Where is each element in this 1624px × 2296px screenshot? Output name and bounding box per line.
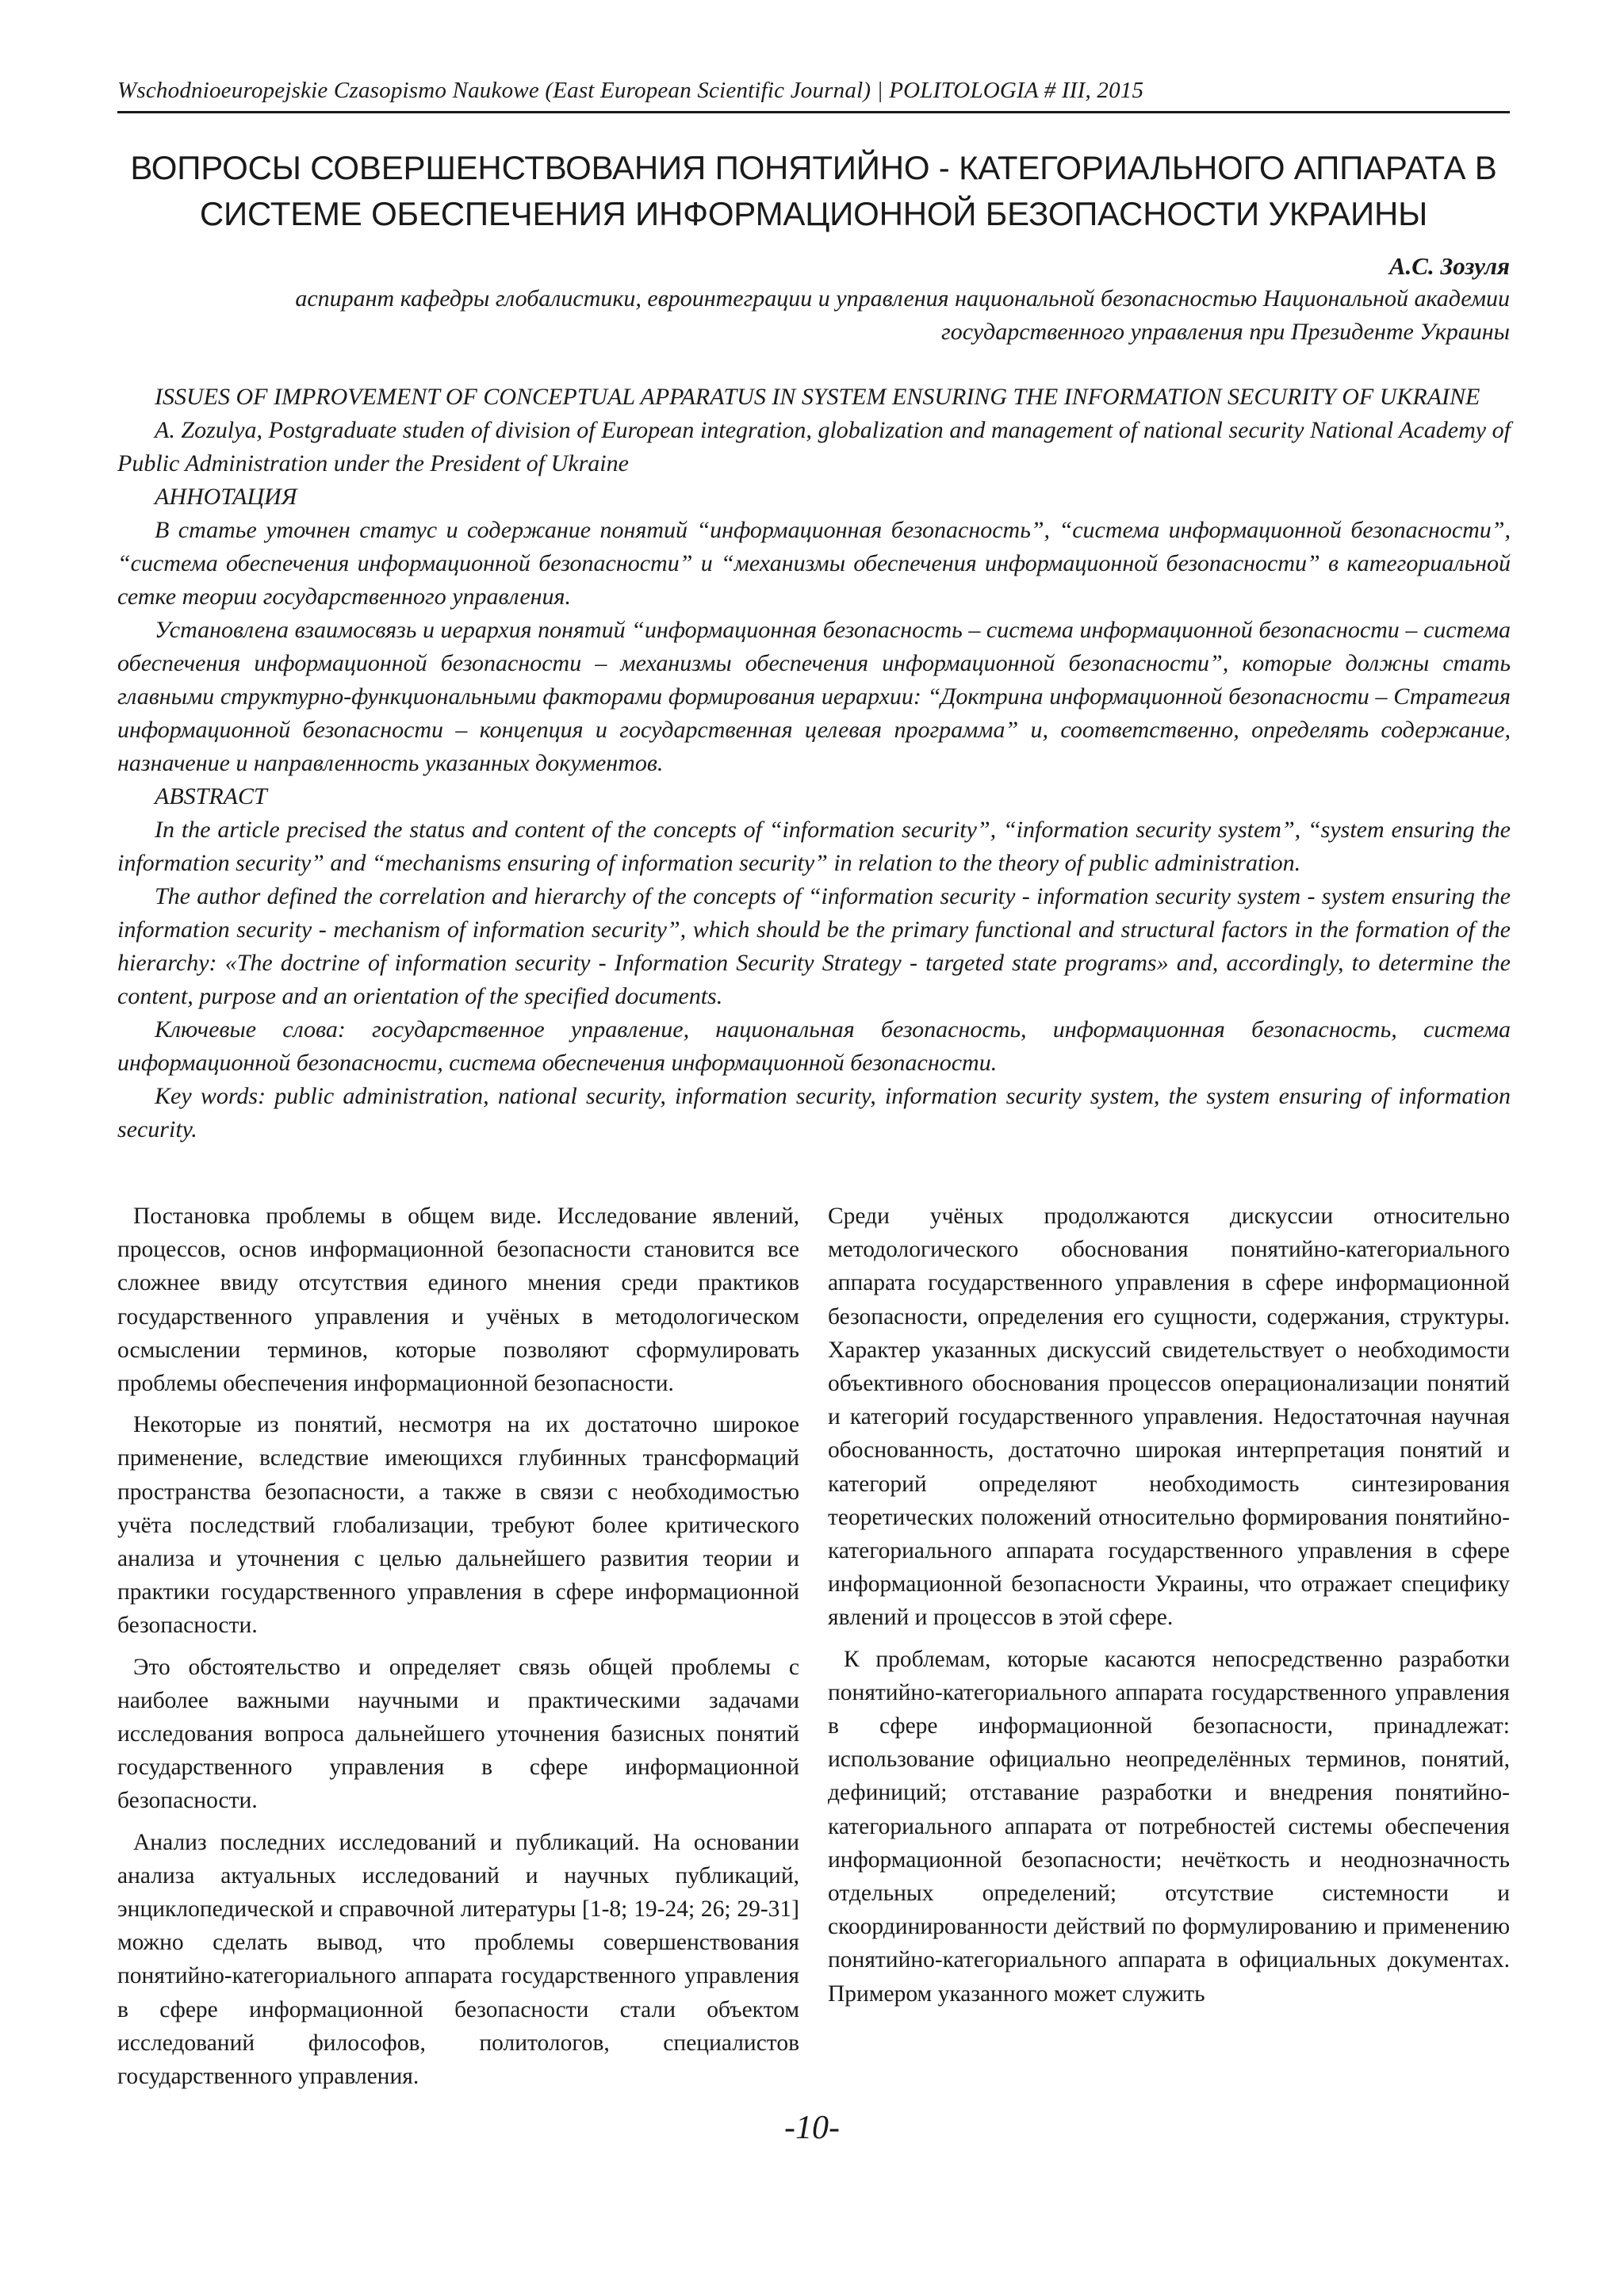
body-column-left bbox=[117, 1200, 799, 2101]
affiliation-line: государственного управления при Президенте Украины bbox=[941, 319, 1510, 345]
body-paragraph: Это обстоятельство и определяет связь общей проблемы с наиболее важными научными и практическими задачами исследования вопроса дальнейшего уточнения базисных понятий государственного управления в сфере информационной безопасности. bbox=[117, 1654, 799, 1814]
article-title-line: СИСТЕМЕ ОБЕСПЕЧЕНИЯ ИНФОРМАЦИОННОЙ БЕЗОПАСНОСТИ УКРАИНЫ bbox=[199, 195, 1428, 232]
keywords-ru: Ключевые слова: государственное управление, национальная безопасность, информационная безопасность, система информационной безопасности, система обеспечения информационной безопасности. bbox=[117, 1016, 1511, 1076]
affiliation-line: аспирант кафедры глобалистики, евроинтеграции и управления национальной безопасностью Национальной академии bbox=[295, 285, 1510, 312]
keywords-en: Key words: public administration, national security, information security, information security system, the system ensuring of information security. bbox=[117, 1083, 1511, 1142]
abstract-paragraph: The author defined the correlation and hierarchy of the concepts of “information security - information security system - system ensuring the information security - mechanism of information security”, which should be the primary functional and structural factors in the formation of the hierarchy: «The doctrine of information security - Information Security Strategy - targeted state programs» and, accordingly, to determine the content, purpose and an orientation of the specified documents. bbox=[117, 883, 1511, 1009]
body-paragraph: Постановка проблемы в общем виде. Исследование явлений, процессов, основ информационной безопасности становится все сложнее ввиду отсутствия единого мнения среди практиков государственного управления и учёных в методологическом осмыслении терминов, которые позволяют сформулировать проблемы обеспечения информационной безопасности. bbox=[117, 1203, 799, 1397]
article-title-line: ВОПРОСЫ СОВЕРШЕНСТВОВАНИЯ ПОНЯТИЙНО - КАТЕГОРИАЛЬНОГО АППАРАТА В bbox=[130, 149, 1497, 186]
page-number: -10- bbox=[784, 2110, 840, 2146]
english-author: A. Zozulya, Postgraduate studen of division of European integration, globalization and management of national security National Academy of Public Administration under the President of Ukraine bbox=[117, 417, 1511, 476]
author-name: А.С. Зозуля bbox=[1388, 252, 1510, 280]
annotation-heading: АННОТАЦИЯ bbox=[155, 484, 297, 510]
annotation-paragraph: Установлена взаимосвязь и иерархия понятий “информационная безопасность – система информационной безопасности – система обеспечения информационной безопасности – механизмы обеспечения информационной безопасности”, которые должны стать главными структурно-функциональными факторами формирования иерархии: “Доктрина информационной безопасности – Стратегия информационной безопасности – концепция и государственная целевая программа” и, соответственно, определять содержание, назначение и направленность указанных документов. bbox=[117, 617, 1511, 776]
body-paragraph: К проблемам, которые касаются непосредственно разработки понятийно-категориального аппарата государственного управления в сфере информационной безопасности, принадлежат: использование официально неопределённых терминов, понятий, дефиниций; отставание разработки и внедрения понятийно-категориального аппарата от потребностей системы обеспечения информационной безопасности; нечёткость и неоднозначность отдельных определений; отсутствие системности и скоординированности действий по формулированию и применению понятийно-категориального аппарата в официальных документах. Примером указанного может служить bbox=[828, 1646, 1510, 2007]
body-paragraph: Некоторые из понятий, несмотря на их достаточно широкое применение, вследствие имеющихся глубинных трансформаций пространства безопасности, а также в связи с необходимостью учёта последствий глобализации, требуют более критического анализа и уточнения с целью дальнейшего развития теории и практики государственного управления в сфере информационной безопасности. bbox=[117, 1412, 799, 1639]
annotation-paragraph: В статье уточнен статус и содержание понятий “информационная безопасность”, “система информационной безопасности”, “система обеспечения информационной безопасности” и “механизмы обеспечения информационной безопасности” в категориальной сетке теории государственного управления. bbox=[117, 517, 1511, 610]
abstract-paragraph: In the article precised the status and content of the concepts of “information security”, “information security system”, “system ensuring the information security” and “mechanisms ensuring of information security” in relation to the theory of public administration. bbox=[117, 817, 1511, 876]
english-title: ISSUES OF IMPROVEMENT OF CONCEPTUAL APPARATUS IN SYSTEM ENSURING THE INFORMATION SECURITY OF UKRAINE bbox=[155, 384, 1480, 410]
body-paragraph: Анализ последних исследований и публикаций. На основании анализа актуальных исследований и научных публикаций, энциклопедической и справочной литературы [1-8; 19-24; 26; 29-31] можно сделать вывод, что проблемы совершенствования понятийно-категориального аппарата государственного управления в сфере информационной безопасности стали объектом исследований философов, политологов, специалистов государственного управления. bbox=[117, 1829, 799, 2090]
author-affiliation bbox=[117, 282, 1510, 349]
abstract-block bbox=[117, 381, 1511, 1146]
body-column-right bbox=[828, 1200, 1510, 2019]
journal-running-header: Wschodnioeuropejskie Czasopismo Naukowe (East European Scientific Journal) | POLITOLOGIA # III, 2015 bbox=[117, 78, 1144, 103]
article-title bbox=[117, 145, 1510, 237]
header-rule bbox=[117, 111, 1510, 113]
abstract-heading: ABSTRACT bbox=[155, 783, 267, 809]
body-paragraph: Среди учёных продолжаются дискуссии относительно методологического обоснования понятийно-категориального аппарата государственного управления в сфере информационной безопасности, определения его сущности, содержания, структуры. Характер указанных дискуссий свидетельствует о необходимости объективного обоснования процессов операционализации понятий и категорий государственного управления. Недостаточная научная обоснованность, достаточно широкая интерпретация понятий и категорий определяют необходимость синтезирования теоретических положений относительно формирования понятийно-категориального аппарата государственного управления в сфере информационной безопасности Украины, что отражает специфику явлений и процессов в этой сфере. bbox=[828, 1203, 1510, 1631]
